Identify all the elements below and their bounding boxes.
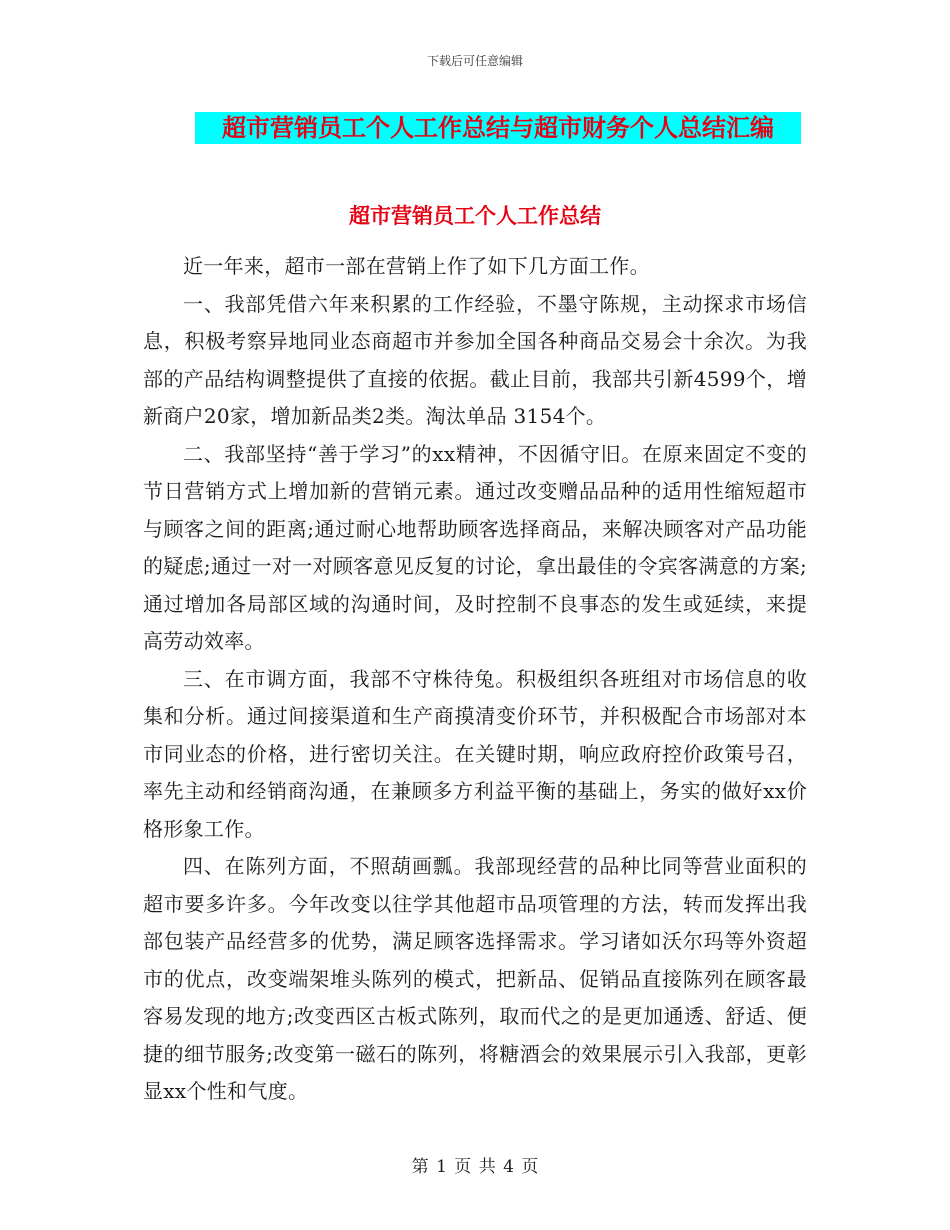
document-body — [143, 248, 807, 1111]
header-note: 下载后可任意编辑 — [426, 54, 523, 68]
paragraph-3: 三、在市调方面，我部不守株待兔。积极组织各班组对市场信息的收集和分析。通过间接渠道和生产商摸清变价环节，并积极配合市场部对本市同业态的价格，进行密切关注。在关键时期，响应政府控价政策号召，率先主动和经销商沟通，在兼顾多方利益平衡的基础上，务实的做好xx价格形象工作。 — [143, 666, 807, 841]
document-title: 超市营销员工个人工作总结与超市财务个人总结汇编 — [195, 112, 801, 144]
paragraph-intro: 近一年来，超市一部在营销上作了如下几方面工作。 — [183, 254, 650, 278]
section-title: 超市营销员工个人工作总结 — [349, 204, 601, 228]
paragraph-4: 四、在陈列方面，不照葫画瓢。我部现经营的品种比同等营业面积的超市要多许多。今年改变以往学其他超市品项管理的方法，转而发挥出我部包装产品经营多的优势，满足顾客选择需求。学习诸如沃尔玛等外资超市的优点，改变端架堆头陈列的模式，把新品、促销品直接陈列在顾客最容易发现的地方;改变西区古板式陈列，取而代之的是更加通透、舒适、便捷的细节服务;改变第一磁石的陈列，将糖酒会的效果展示引入我部，更彰显xx个性和气度。 — [143, 854, 807, 1103]
paragraph-2: 二、我部坚持“善于学习”的xx精神，不因循守旧。在原来固定不变的节日营销方式上增加新的营销元素。通过改变赠品品种的适用性缩短超市与顾客之间的距离;通过耐心地帮助顾客选择商品，来解决顾客对产品功能的疑虑;通过一对一对顾客意见反复的讨论，拿出最佳的令宾客满意的方案;通过增加各局部区域的沟通时间，及时控制不良事态的发生或延续，来提高劳动效率。 — [143, 441, 807, 653]
page-number-footer: 第 1 页 共 4 页 — [411, 1157, 539, 1177]
paragraph-1: 一、我部凭借六年来积累的工作经验，不墨守陈规，主动探求市场信息，积极考察异地同业态商超市并参加全国各种商品交易会十余次。为我部的产品结构调整提供了直接的依据。截止目前，我部共引新4599个，增新商户20家，增加新品类2类。淘汰单品 3154个。 — [143, 291, 807, 428]
